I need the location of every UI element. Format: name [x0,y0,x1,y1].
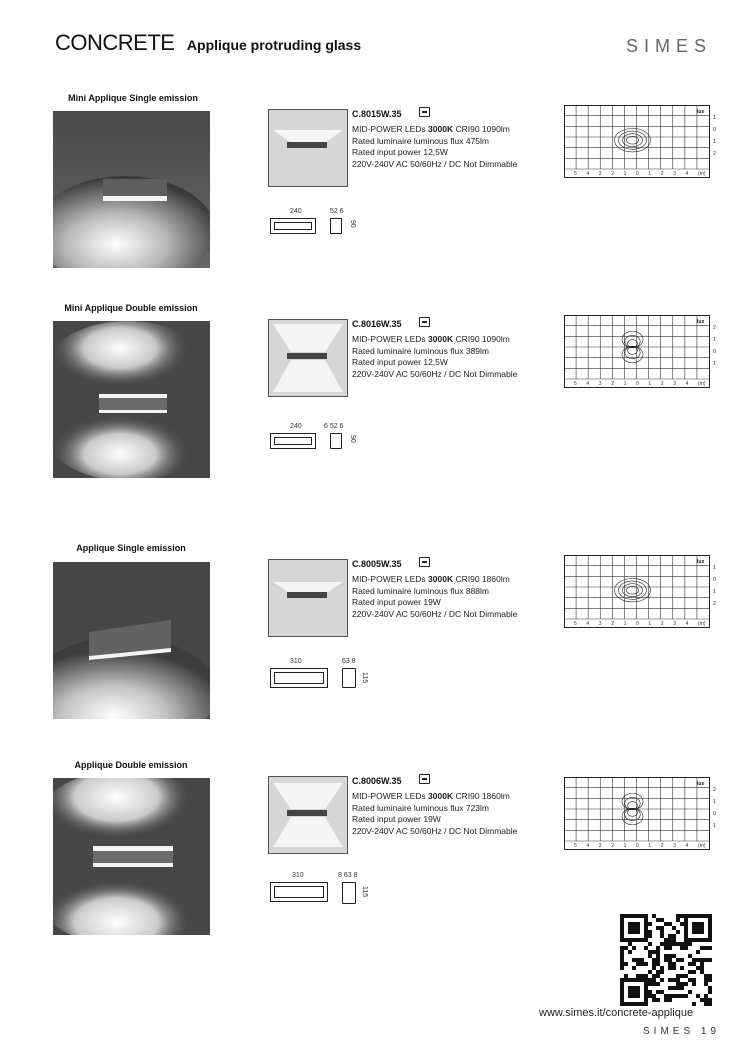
dim-side: 8 63 8 [338,872,358,879]
qr-module [664,946,668,950]
product-photo [53,321,210,478]
qr-module [708,974,712,978]
qr-module [672,994,676,998]
qr-module [628,942,632,946]
qr-module [660,930,664,934]
qr-module [672,962,676,966]
x-tick-label: 1 [648,621,652,627]
qr-module [672,934,676,938]
brand-logo: SIMES [625,36,712,56]
dim-side: 63 8 [342,658,356,665]
x-tick-label: 5 [574,621,577,627]
product-photo [53,778,210,935]
qr-module [680,942,684,946]
dim-height: 90 [349,435,356,443]
beam-diagram [268,319,348,397]
dim-length: 310 [290,658,302,665]
y-tick-label: 0 [713,811,717,817]
x-tick-label: (m) [698,381,706,387]
dim-length: 240 [290,208,302,215]
qr-module [620,946,624,950]
qr-module [660,942,664,946]
qr-module [664,954,668,958]
product-code: C.8006W.35 [352,776,402,786]
qr-module [676,914,680,918]
chart-unit: lux [697,319,705,325]
x-tick-label: 5 [574,843,577,849]
x-tick-label: 3 [598,843,602,849]
x-tick-label: 5 [574,381,577,387]
qr-module [692,970,696,974]
qr-module [680,914,684,918]
chart-unit: lux [697,109,705,115]
qr-module [664,958,668,962]
qr-module [620,962,624,966]
y-tick-label: 1 [713,589,717,595]
qr-module [652,958,656,962]
y-tick-label: 2 [713,787,717,793]
dim-side: 6 52 6 [324,423,344,430]
x-tick-label: 2 [611,621,614,627]
qr-module [704,1002,708,1006]
page-header [55,30,361,56]
x-tick-label: 4 [685,171,689,177]
qr-module [692,1002,696,1006]
qr-module [648,970,652,974]
qr-module [652,966,656,970]
product-photo [53,111,210,268]
x-tick-label: (m) [698,171,706,177]
qr-module [672,978,676,982]
dimension-drawing [268,423,378,463]
side-view [330,433,342,449]
section-title: Mini Applique Double emission [64,303,198,313]
qr-module [640,962,644,966]
product-code: C.8015W.35 [352,109,402,119]
qr-module [644,962,648,966]
section-title: Applique Single emission [76,543,186,553]
qr-module [708,978,712,982]
qr-module [656,962,660,966]
qr-module [656,954,660,958]
qr-module [652,982,656,986]
x-tick-label: 1 [648,171,652,177]
qr-module [672,926,676,930]
x-tick-label: 1 [623,621,627,627]
qr-module [704,978,708,982]
qr-module [664,922,668,926]
qr-module [676,982,680,986]
qr-module [656,982,660,986]
qr-module [672,966,676,970]
qr-finder [692,922,704,934]
qr-module [676,994,680,998]
qr-module [680,922,684,926]
page-subtitle: Applique protruding glass [186,37,362,53]
qr-module [700,962,704,966]
x-tick-label: 1 [648,381,652,387]
qr-module [676,986,680,990]
qr-module [696,994,700,998]
qr-finder [628,986,640,998]
x-tick-label: 4 [586,381,590,387]
section-title: Mini Applique Single emission [68,93,198,103]
qr-module [672,942,676,946]
x-tick-label: 0 [636,621,639,627]
qr-module [668,958,672,962]
side-view [342,668,356,688]
x-tick-label: 2 [660,843,664,849]
qr-module [632,958,636,962]
qr-module [668,986,672,990]
product-specs: MID-POWER LEDs 3000K CRI90 1860lm Rated luminaire luminous flux 723lm Rated input power 19W 220V-240V AC 50/60Hz / DC Not Dimmable [352,791,518,836]
y-tick-label: 2 [713,325,717,331]
qr-module [692,958,696,962]
y-tick-label: 0 [713,577,717,583]
qr-module [620,966,624,970]
qr-module [680,974,684,978]
wall-mount-icon [419,107,430,117]
product-specs: MID-POWER LEDs 3000K CRI90 1090lm Rated luminaire luminous flux 475lm Rated input power 12,5W 220V-240V AC 50/60Hz / DC Not Dimmable [352,124,518,169]
product-specs: MID-POWER LEDs 3000K CRI90 1860lm Rated luminaire luminous flux 888lm Rated input power 19W 220V-240V AC 50/60Hz / DC Not Dimmable [352,574,518,619]
dim-height: 115 [361,672,368,684]
x-tick-label: 3 [673,381,676,387]
qr-module [620,954,624,958]
qr-module [688,970,692,974]
beam-diagram [268,109,348,187]
qr-module [668,954,672,958]
x-tick-label: 1 [648,843,652,849]
qr-module [648,934,652,938]
y-tick-label: 1 [713,139,717,145]
x-tick-label: (m) [698,621,706,627]
x-tick-label: 3 [673,621,676,627]
dim-length: 310 [292,872,304,879]
y-tick-label: 1 [713,115,717,121]
front-view [270,668,328,688]
qr-module [668,978,672,982]
qr-module [680,982,684,986]
qr-module [700,946,704,950]
qr-module [656,998,660,1002]
qr-module [660,990,664,994]
grid-frame [565,106,710,178]
x-tick-label: 4 [685,381,689,387]
qr-module [704,982,708,986]
qr-module [656,926,660,930]
x-tick-label: (m) [698,843,706,849]
dim-height: 115 [361,886,368,898]
qr-module [656,958,660,962]
qr-module [692,978,696,982]
qr-module [700,998,704,1002]
qr-module [700,958,704,962]
qr-module [660,970,664,974]
dim-height: 90 [349,220,356,228]
x-tick-label: 2 [611,381,614,387]
qr-module [632,966,636,970]
illuminance-chart [564,105,720,179]
qr-module [660,966,664,970]
qr-module [652,978,656,982]
qr-module [692,982,696,986]
qr-module [636,974,640,978]
qr-module [704,974,708,978]
qr-module [672,986,676,990]
wall-mount-icon [419,317,430,327]
qr-module [704,998,708,1002]
product-section [0,93,744,308]
qr-module [660,978,664,982]
illuminance-chart [564,315,720,389]
qr-module [676,942,680,946]
qr-module [660,934,664,938]
qr-module [644,946,648,950]
qr-module [652,962,656,966]
chart-unit: lux [697,781,705,787]
qr-module [684,982,688,986]
qr-module [648,922,652,926]
x-tick-label: 0 [636,843,639,849]
qr-module [648,990,652,994]
side-view [330,218,342,234]
front-view [270,882,328,902]
qr-module [672,938,676,942]
qr-module [708,958,712,962]
x-tick-label: 2 [611,171,614,177]
qr-module [704,958,708,962]
qr-module [708,946,712,950]
qr-module [668,962,672,966]
x-tick-label: 5 [574,171,577,177]
qr-module [656,974,660,978]
qr-module [624,946,628,950]
beam-diagram [268,559,348,637]
x-tick-label: 2 [611,843,614,849]
section-title: Applique Double emission [74,760,188,770]
qr-module [624,962,628,966]
qr-module [688,962,692,966]
qr-module [636,958,640,962]
product-specs: MID-POWER LEDs 3000K CRI90 1090lm Rated luminaire luminous flux 389lm Rated input power 12,5W 220V-240V AC 50/60Hz / DC Not Dimmable [352,334,518,379]
y-tick-label: 1 [713,337,717,343]
qr-module [648,942,652,946]
beam-diagram [268,776,348,854]
x-tick-label: 3 [598,621,602,627]
qr-module [704,994,708,998]
qr-module [700,966,704,970]
x-tick-label: 3 [598,171,602,177]
qr-module [620,958,624,962]
qr-module [684,994,688,998]
qr-module [632,946,636,950]
qr-module [704,946,708,950]
qr-module [664,994,668,998]
dim-side: 52 6 [330,208,344,215]
qr-code[interactable] [620,914,712,1006]
dimension-drawing [268,658,378,698]
qr-module [688,990,692,994]
qr-module [668,966,672,970]
footer-url[interactable]: www.simes.it/concrete-applique [539,1007,694,1019]
x-tick-label: 4 [685,843,689,849]
qr-module [668,998,672,1002]
x-tick-label: 3 [673,843,676,849]
qr-module [664,942,668,946]
qr-module [652,974,656,978]
qr-module [652,998,656,1002]
x-tick-label: 2 [660,621,664,627]
y-tick-label: 2 [713,151,717,157]
qr-module [656,946,660,950]
qr-module [672,954,676,958]
qr-module [696,950,700,954]
qr-module [656,950,660,954]
y-tick-label: 1 [713,361,717,367]
qr-module [708,990,712,994]
qr-module [676,930,680,934]
x-tick-label: 4 [586,171,590,177]
qr-module [652,914,656,918]
qr-module [676,978,680,982]
qr-module [692,962,696,966]
x-tick-label: 4 [586,843,590,849]
x-tick-label: 4 [586,621,590,627]
qr-module [644,974,648,978]
qr-module [656,990,660,994]
front-view [270,433,316,449]
qr-module [680,946,684,950]
y-tick-label: 2 [713,601,717,607]
qr-module [648,950,652,954]
dimension-drawing [268,208,378,248]
wall-mount-icon [419,557,430,567]
x-tick-label: 3 [673,171,676,177]
qr-module [668,922,672,926]
side-view [342,882,356,904]
x-tick-label: 2 [660,381,664,387]
qr-module [696,958,700,962]
qr-module [628,950,632,954]
qr-module [664,998,668,1002]
y-tick-label: 1 [713,799,717,805]
qr-module [708,1002,712,1006]
qr-module [668,946,672,950]
qr-module [648,954,652,958]
wall-mount-icon [419,774,430,784]
y-tick-label: 0 [713,127,717,133]
x-tick-label: 2 [660,171,664,177]
dimension-drawing [268,872,378,912]
x-tick-label: 0 [636,381,639,387]
qr-module [684,942,688,946]
qr-module [656,970,660,974]
qr-module [668,934,672,938]
illuminance-chart [564,777,720,851]
chart-unit: lux [697,559,705,565]
page-title: CONCRETE [55,30,175,55]
qr-module [624,974,628,978]
qr-module [708,986,712,990]
qr-module [648,930,652,934]
qr-module [636,962,640,966]
qr-module [648,978,652,982]
qr-module [640,974,644,978]
x-tick-label: 4 [685,621,689,627]
qr-module [684,946,688,950]
product-photo [53,562,210,719]
y-tick-label: 0 [713,349,717,355]
page-footer: SIMES 19 [643,1026,721,1037]
x-tick-label: 1 [623,843,627,849]
qr-module [620,950,624,954]
qr-module [652,994,656,998]
qr-module [684,974,688,978]
qr-module [708,998,712,1002]
qr-module [688,942,692,946]
grid-frame [565,556,710,628]
qr-module [688,954,692,958]
y-tick-label: 1 [713,565,717,571]
x-tick-label: 0 [636,171,639,177]
qr-module [680,958,684,962]
qr-module [680,994,684,998]
qr-module [676,918,680,922]
product-code: C.8016W.35 [352,319,402,329]
qr-module [688,978,692,982]
qr-module [680,966,684,970]
qr-module [660,918,664,922]
qr-module [668,938,672,942]
qr-module [656,918,660,922]
product-section [0,543,744,758]
qr-module [648,994,652,998]
qr-finder [628,922,640,934]
x-tick-label: 1 [623,381,627,387]
y-tick-label: 1 [713,823,717,829]
qr-module [668,942,672,946]
front-view [270,218,316,234]
product-section [0,303,744,518]
qr-module [648,982,652,986]
qr-module [696,966,700,970]
qr-module [664,938,668,942]
illuminance-chart [564,555,720,629]
qr-module [640,958,644,962]
qr-module [680,986,684,990]
qr-module [668,994,672,998]
dim-length: 240 [290,423,302,430]
qr-module [676,974,680,978]
qr-module [660,926,664,930]
qr-module [700,970,704,974]
qr-module [652,950,656,954]
product-code: C.8005W.35 [352,559,402,569]
x-tick-label: 1 [623,171,627,177]
qr-module [676,958,680,962]
x-tick-label: 3 [598,381,602,387]
